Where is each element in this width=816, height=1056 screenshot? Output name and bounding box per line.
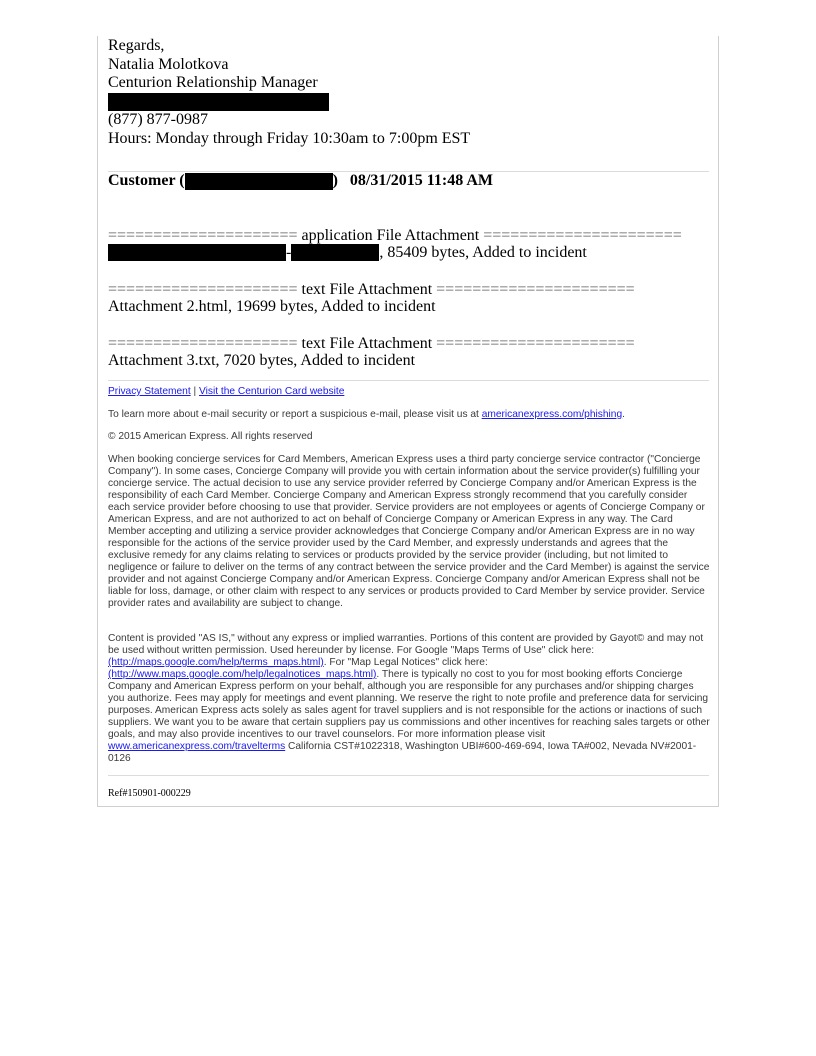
separator-left: =====================: [108, 281, 298, 298]
signature-title: Centurion Relationship Manager: [108, 74, 318, 91]
footer-links: [108, 386, 710, 398]
attachment-info: , 85409 bytes, Added to incident: [379, 244, 587, 261]
content-text: . There is typically no cost to you for most booking efforts Concierge Company and American Express perform on your behalf, although you are responsible for any purchases and/or shipping charges you authorize. Fees may apply for meetings and event planning. We reserve the right to note profile and preference data for servicing purposes. American Express acts solely as sales agent for travel suppliers and is not responsible for the actions or inactions of such suppliers. We want you to be aware that certain suppliers pay us commissions and other incentives for reaching sales targets or other goals, and may also provide incentives to our travel counselors. For more information please visit: [108, 669, 710, 740]
content-text: Content is provided "AS IS," without any express or implied warranties. Portions of this content are provided by Gayot© and may not be used without written permission. Used hereunder by license. For Google "Maps Terms of Use" click here:: [108, 633, 704, 656]
concierge-disclaimer: When booking concierge services for Card Members, American Express uses a third party concierge service contractor ("Concierge Company"). In some cases, Concierge Company will provide you with certain information about the service provider(s) fulfilling your concierge service. The actual decision to use any service provider referred by Concierge Company and/or American Express is the responsibility of each Card Member. Concierge Company and American Express strongly recommend that you carefully consider each service provider before choosing to use that provider. Service providers are not employees or agents of Concierge Company or American Express, and are not authorized to act on behalf of Concierge Company or American Express in any way. The Card Member accepting and utilizing a service provider acknowledges that Concierge Company and/or American Express are in no way responsible for the actions of the service provider used by the Card Member, and expressly understands and agrees that the exclusive remedy for any claims relating to services or products provided by the service provider (including, but not limited to negligence or failure to deliver on the terms of any contract between the service provider and the Card Member) is against the service provider and not against Concierge Company and/or American Express. Concierge Company and/or American Express shall not be liable for loss, damage, or other claim with respect to any services or products provided to Card Member by service provider. Service provider rates and availability are subject to change.: [108, 454, 710, 609]
phishing-link[interactable]: americanexpress.com/phishing: [481, 409, 623, 420]
signature-closing: Regards,: [108, 37, 165, 54]
separator-left: =====================: [108, 335, 298, 352]
separator-right: ======================: [483, 227, 682, 244]
signature-phone: (877) 877-0987: [108, 111, 208, 128]
customer-entry-header: [108, 172, 493, 190]
redacted-block: [185, 173, 333, 190]
maps-terms-link[interactable]: (http://maps.google.com/help/terms_maps.html): [108, 657, 324, 668]
customer-label-close: ): [332, 172, 338, 189]
divider: [108, 380, 709, 381]
attachment-type: text File Attachment: [301, 281, 433, 298]
attachment-line: Attachment 2.html, 19699 bytes, Added to incident: [108, 298, 436, 315]
redacted-block: [108, 244, 286, 261]
security-text: To learn more about e-mail security or report a suspicious e-mail, please visit us at: [108, 409, 482, 420]
signature-hours: Hours: Monday through Friday 10:30am to 7:00pm EST: [108, 129, 471, 147]
content-text: . For "Map Legal Notices" click here:: [323, 657, 488, 668]
attachment-type: application File Attachment: [301, 227, 480, 244]
content-disclaimer: [108, 633, 710, 765]
attachment-header: [108, 281, 635, 299]
attachment-type: text File Attachment: [301, 335, 433, 352]
attachment-line: [108, 244, 587, 262]
redacted-block: [291, 244, 379, 261]
signature-block: [108, 37, 470, 148]
maps-legal-link[interactable]: (http://www.maps.google.com/help/legalnotices_maps.html): [108, 669, 377, 680]
separator-right: ======================: [436, 335, 635, 352]
copyright: © 2015 American Express. All rights reserved: [108, 431, 313, 442]
divider: [108, 775, 709, 776]
separator-right: ======================: [436, 281, 635, 298]
redacted-block: [108, 93, 329, 111]
attachment-line: Attachment 3.txt, 7020 bytes, Added to incident: [108, 352, 416, 369]
customer-datetime: 08/31/2015 11:48 AM: [349, 172, 494, 189]
attachment-header: [108, 335, 635, 353]
attachment-name-separator: -: [286, 244, 292, 261]
customer-label: Customer (: [108, 172, 185, 189]
link-divider: |: [193, 386, 197, 397]
content-text: California CST#1022318, Washington UBI#600-469-694, Iowa TA#002, Nevada NV#2001-0126: [108, 741, 697, 764]
attachment-header: [108, 227, 682, 245]
reference-number: Ref#150901-000229: [108, 788, 191, 799]
privacy-statement-link[interactable]: Privacy Statement: [108, 386, 191, 397]
security-notice: [108, 409, 710, 421]
centurion-card-link[interactable]: Visit the Centurion Card website: [199, 386, 345, 397]
separator-left: =====================: [108, 227, 298, 244]
security-end: .: [622, 409, 625, 420]
signature-name: Natalia Molotkova: [108, 55, 229, 73]
travelterms-link[interactable]: www.americanexpress.com/travelterms: [108, 741, 286, 752]
